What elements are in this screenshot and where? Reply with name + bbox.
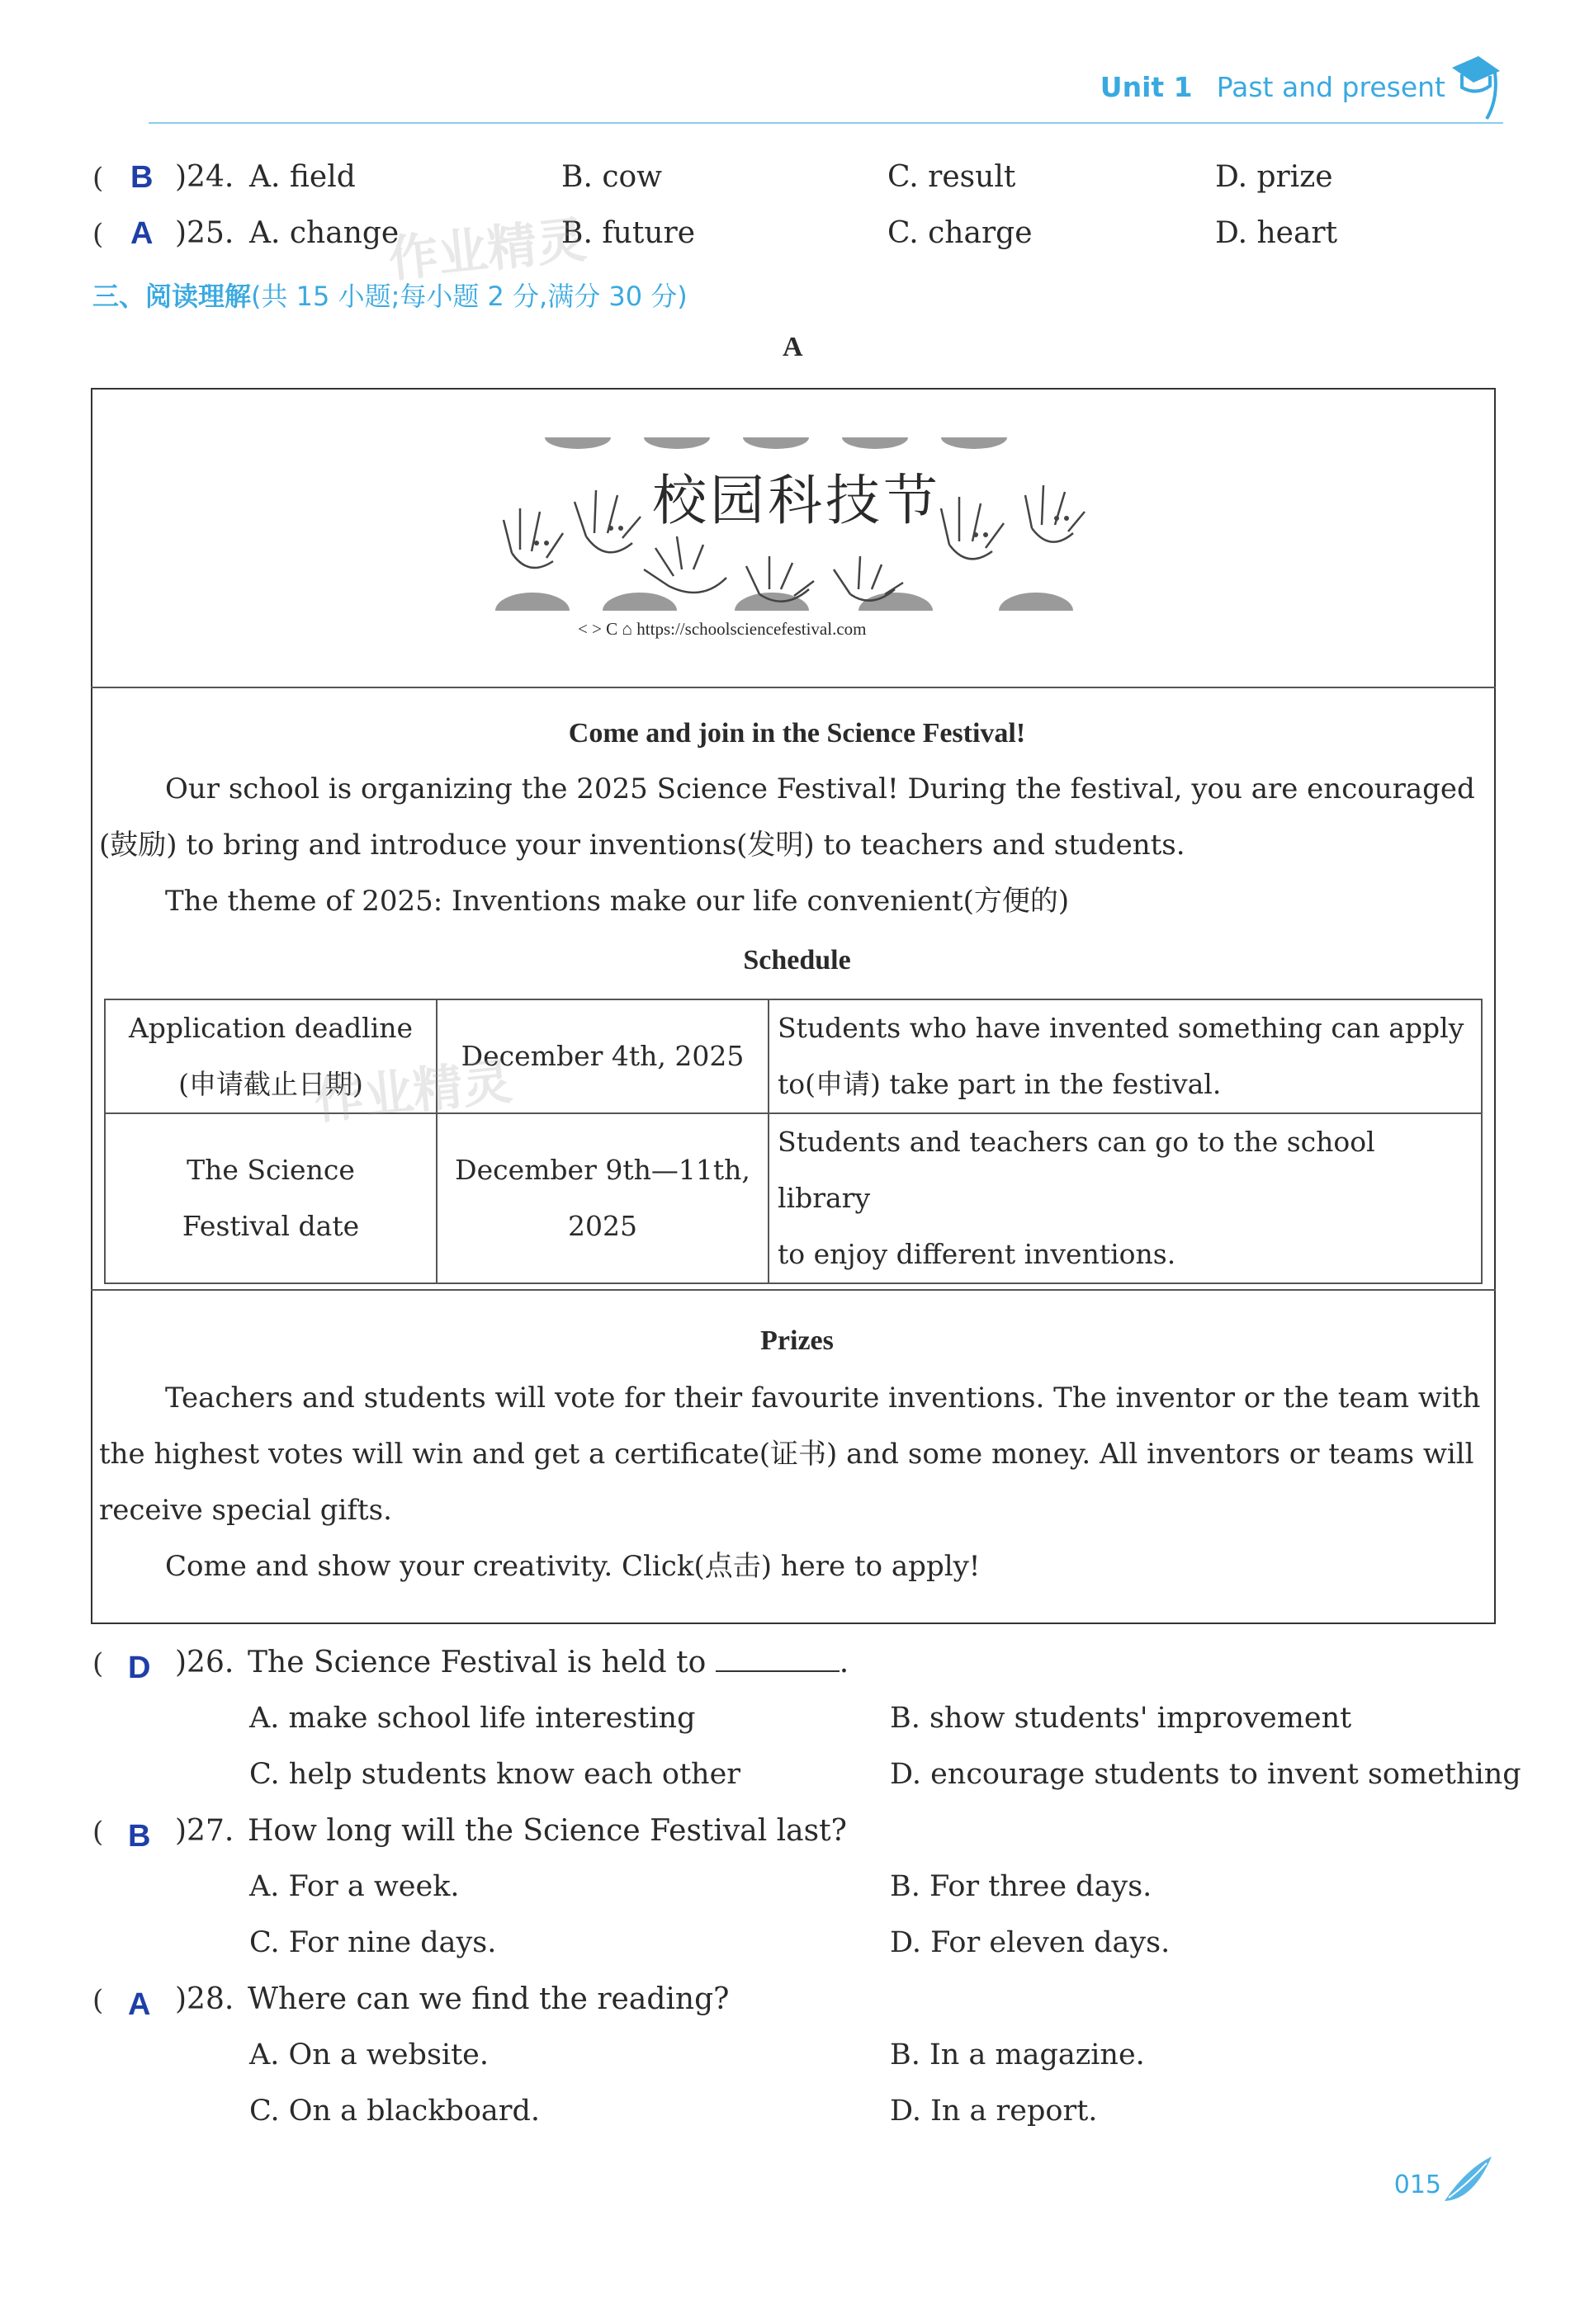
table-cell: December 4th, 2025 xyxy=(437,999,769,1113)
question-number-26: )26. xyxy=(175,1646,234,1679)
option-25-b: B. future xyxy=(561,216,696,250)
paragraph-3-line-1: Teachers and students will vote for their favourite inventions. The inventor or the team with xyxy=(165,1382,1481,1415)
banner-title: 校园科技节 xyxy=(652,469,941,532)
page-header xyxy=(1100,71,1445,103)
header-divider xyxy=(149,122,1503,124)
option-25-a: A. change xyxy=(249,216,400,250)
schedule-table xyxy=(104,999,1483,1284)
option-26-a: A. make school life interesting xyxy=(249,1702,696,1735)
graduation-cap-icon xyxy=(1445,50,1503,124)
question-number-24: )24. xyxy=(175,160,234,194)
option-24-a: A. field xyxy=(249,160,356,194)
banner-divider xyxy=(91,687,1496,688)
option-24-c: C. result xyxy=(887,160,1016,194)
passage-label: A xyxy=(783,332,803,362)
paragraph-3-line-3: receive special gifts. xyxy=(99,1494,392,1527)
question-number-28: )28. xyxy=(175,1982,234,2016)
option-26-c: C. help students know each other xyxy=(249,1758,741,1791)
option-25-c: C. charge xyxy=(887,216,1033,250)
workbook-page: Unit 1 Past and present ( B )24. A. field B. cow C. result D. prize ( A )25. A. change B. future C. charge D. heart 三、阅读理解(共 15 小题;每小题 2 分,满分 30 分) A 校园科技节 < > C ⌂ https://schoolsciencefestival.com Come and join in the Science Festival! Our school is organizing the 2025 Science Festival! During the festival, you are encouraged (鼓励) to bring and introduce your inventions(发明) to teachers and students. The theme of 2025: Inventions make our life convenient(方便的) Schedule Application deadline (申请截止日期) December 4th, 2025 Students who have invented something can apply to(申请) take part in the festival. The Science Festival date December 9th—11th, 2025 Students and teachers can go to the school library to enjoy different inventions. Prizes Teachers and students will vote for their favourite inventions. The inventor or the team with the highest votes will win and get a certificate(证书) and some money. All inventors or teams will receive special gifts. Come and show your creativity. Click(点击) here to apply! ( D )26. The Science Festival is held to . A. make school life interesting B. show students' improvement C. help students know each other D. encourage students to invent something ( B )27. How long will the Science Festival last? A. For a week. B. For three days. C. For nine days. D. For eleven days. ( A )28. Where can we find the reading? A. On a website. B. In a magazine. C. On a blackboard. D. In a report. 作业精灵 作业精灵 015 xyxy=(0,0,1594,2324)
watermark: 作业精灵 xyxy=(311,1052,515,1131)
option-27-c: C. For nine days. xyxy=(249,1926,497,1959)
answer-blank xyxy=(716,1646,840,1672)
table-row xyxy=(105,1113,1482,1283)
option-28-c: C. On a blackboard. xyxy=(249,2095,541,2128)
table-cell: Students and teachers can go to the school library to enjoy different inventions. xyxy=(769,1113,1482,1283)
feather-icon xyxy=(1440,2150,1498,2208)
option-27-b: B. For three days. xyxy=(890,1870,1152,1903)
browser-url[interactable]: https://schoolsciencefestival.com xyxy=(636,619,867,639)
answer-27: B xyxy=(128,1819,151,1854)
option-25-d: D. heart xyxy=(1215,216,1338,250)
schedule-heading: Schedule xyxy=(743,945,851,975)
paragraph-1-line-1: Our school is organizing the 2025 Science Festival! During the festival, you are encouraged xyxy=(165,772,1475,805)
watermark: 作业精灵 xyxy=(385,210,589,290)
question-number-27: )27. xyxy=(175,1814,234,1848)
paragraph-4[interactable]: Come and show your creativity. Click(点击) here to apply! xyxy=(165,1550,981,1583)
paragraph-2: The theme of 2025: Inventions make our life convenient(方便的) xyxy=(165,885,1070,918)
option-26-d: D. encourage students to invent something xyxy=(890,1758,1521,1791)
browser-url-bar xyxy=(578,619,866,640)
prizes-heading: Prizes xyxy=(760,1325,834,1356)
option-24-b: B. cow xyxy=(561,160,662,194)
article-heading: Come and join in the Science Festival! xyxy=(568,718,1026,749)
option-27-d: D. For eleven days. xyxy=(890,1926,1171,1959)
option-28-b: B. In a magazine. xyxy=(890,2038,1145,2071)
section-title-note: (共 15 小题;每小题 2 分,满分 30 分) xyxy=(251,281,688,312)
question-stem-27: How long will the Science Festival last? xyxy=(248,1814,847,1848)
answer-24: B xyxy=(130,160,154,195)
option-28-d: D. In a report. xyxy=(890,2095,1098,2128)
prizes-divider xyxy=(91,1289,1496,1291)
question-number-25: )25. xyxy=(175,216,234,250)
unit-label: Unit 1 xyxy=(1100,71,1193,103)
table-cell: December 9th—11th, 2025 xyxy=(437,1113,769,1283)
option-26-b: B. show students' improvement xyxy=(890,1702,1352,1735)
section-title-main: 三、阅读理解 xyxy=(92,281,252,312)
answer-28: A xyxy=(128,1987,151,2022)
answer-25: A xyxy=(130,216,154,251)
question-stem-26: The Science Festival is held to . xyxy=(248,1646,849,1679)
unit-subtitle: Past and present xyxy=(1216,71,1445,103)
table-cell: Application deadline (申请截止日期) xyxy=(105,999,437,1113)
table-cell: Students who have invented something can apply to(申请) take part in the festival. xyxy=(769,999,1482,1113)
option-24-d: D. prize xyxy=(1215,160,1333,194)
question-stem-28: Where can we find the reading? xyxy=(248,1982,730,2016)
paragraph-1-line-2: (鼓励) to bring and introduce your inventions(发明) to teachers and students. xyxy=(99,829,1185,862)
section-title xyxy=(92,276,688,314)
option-27-a: A. For a week. xyxy=(249,1870,460,1903)
option-28-a: A. On a website. xyxy=(249,2038,490,2071)
paragraph-3-line-2: the highest votes will win and get a certificate(证书) and some money. All inventors or teams will xyxy=(99,1438,1474,1471)
table-row xyxy=(105,999,1482,1113)
browser-nav-icons[interactable]: < > C ⌂ xyxy=(578,619,633,639)
page-number: 015 xyxy=(1393,2170,1441,2199)
table-cell: The Science Festival date xyxy=(105,1113,437,1283)
answer-26: D xyxy=(128,1651,151,1685)
